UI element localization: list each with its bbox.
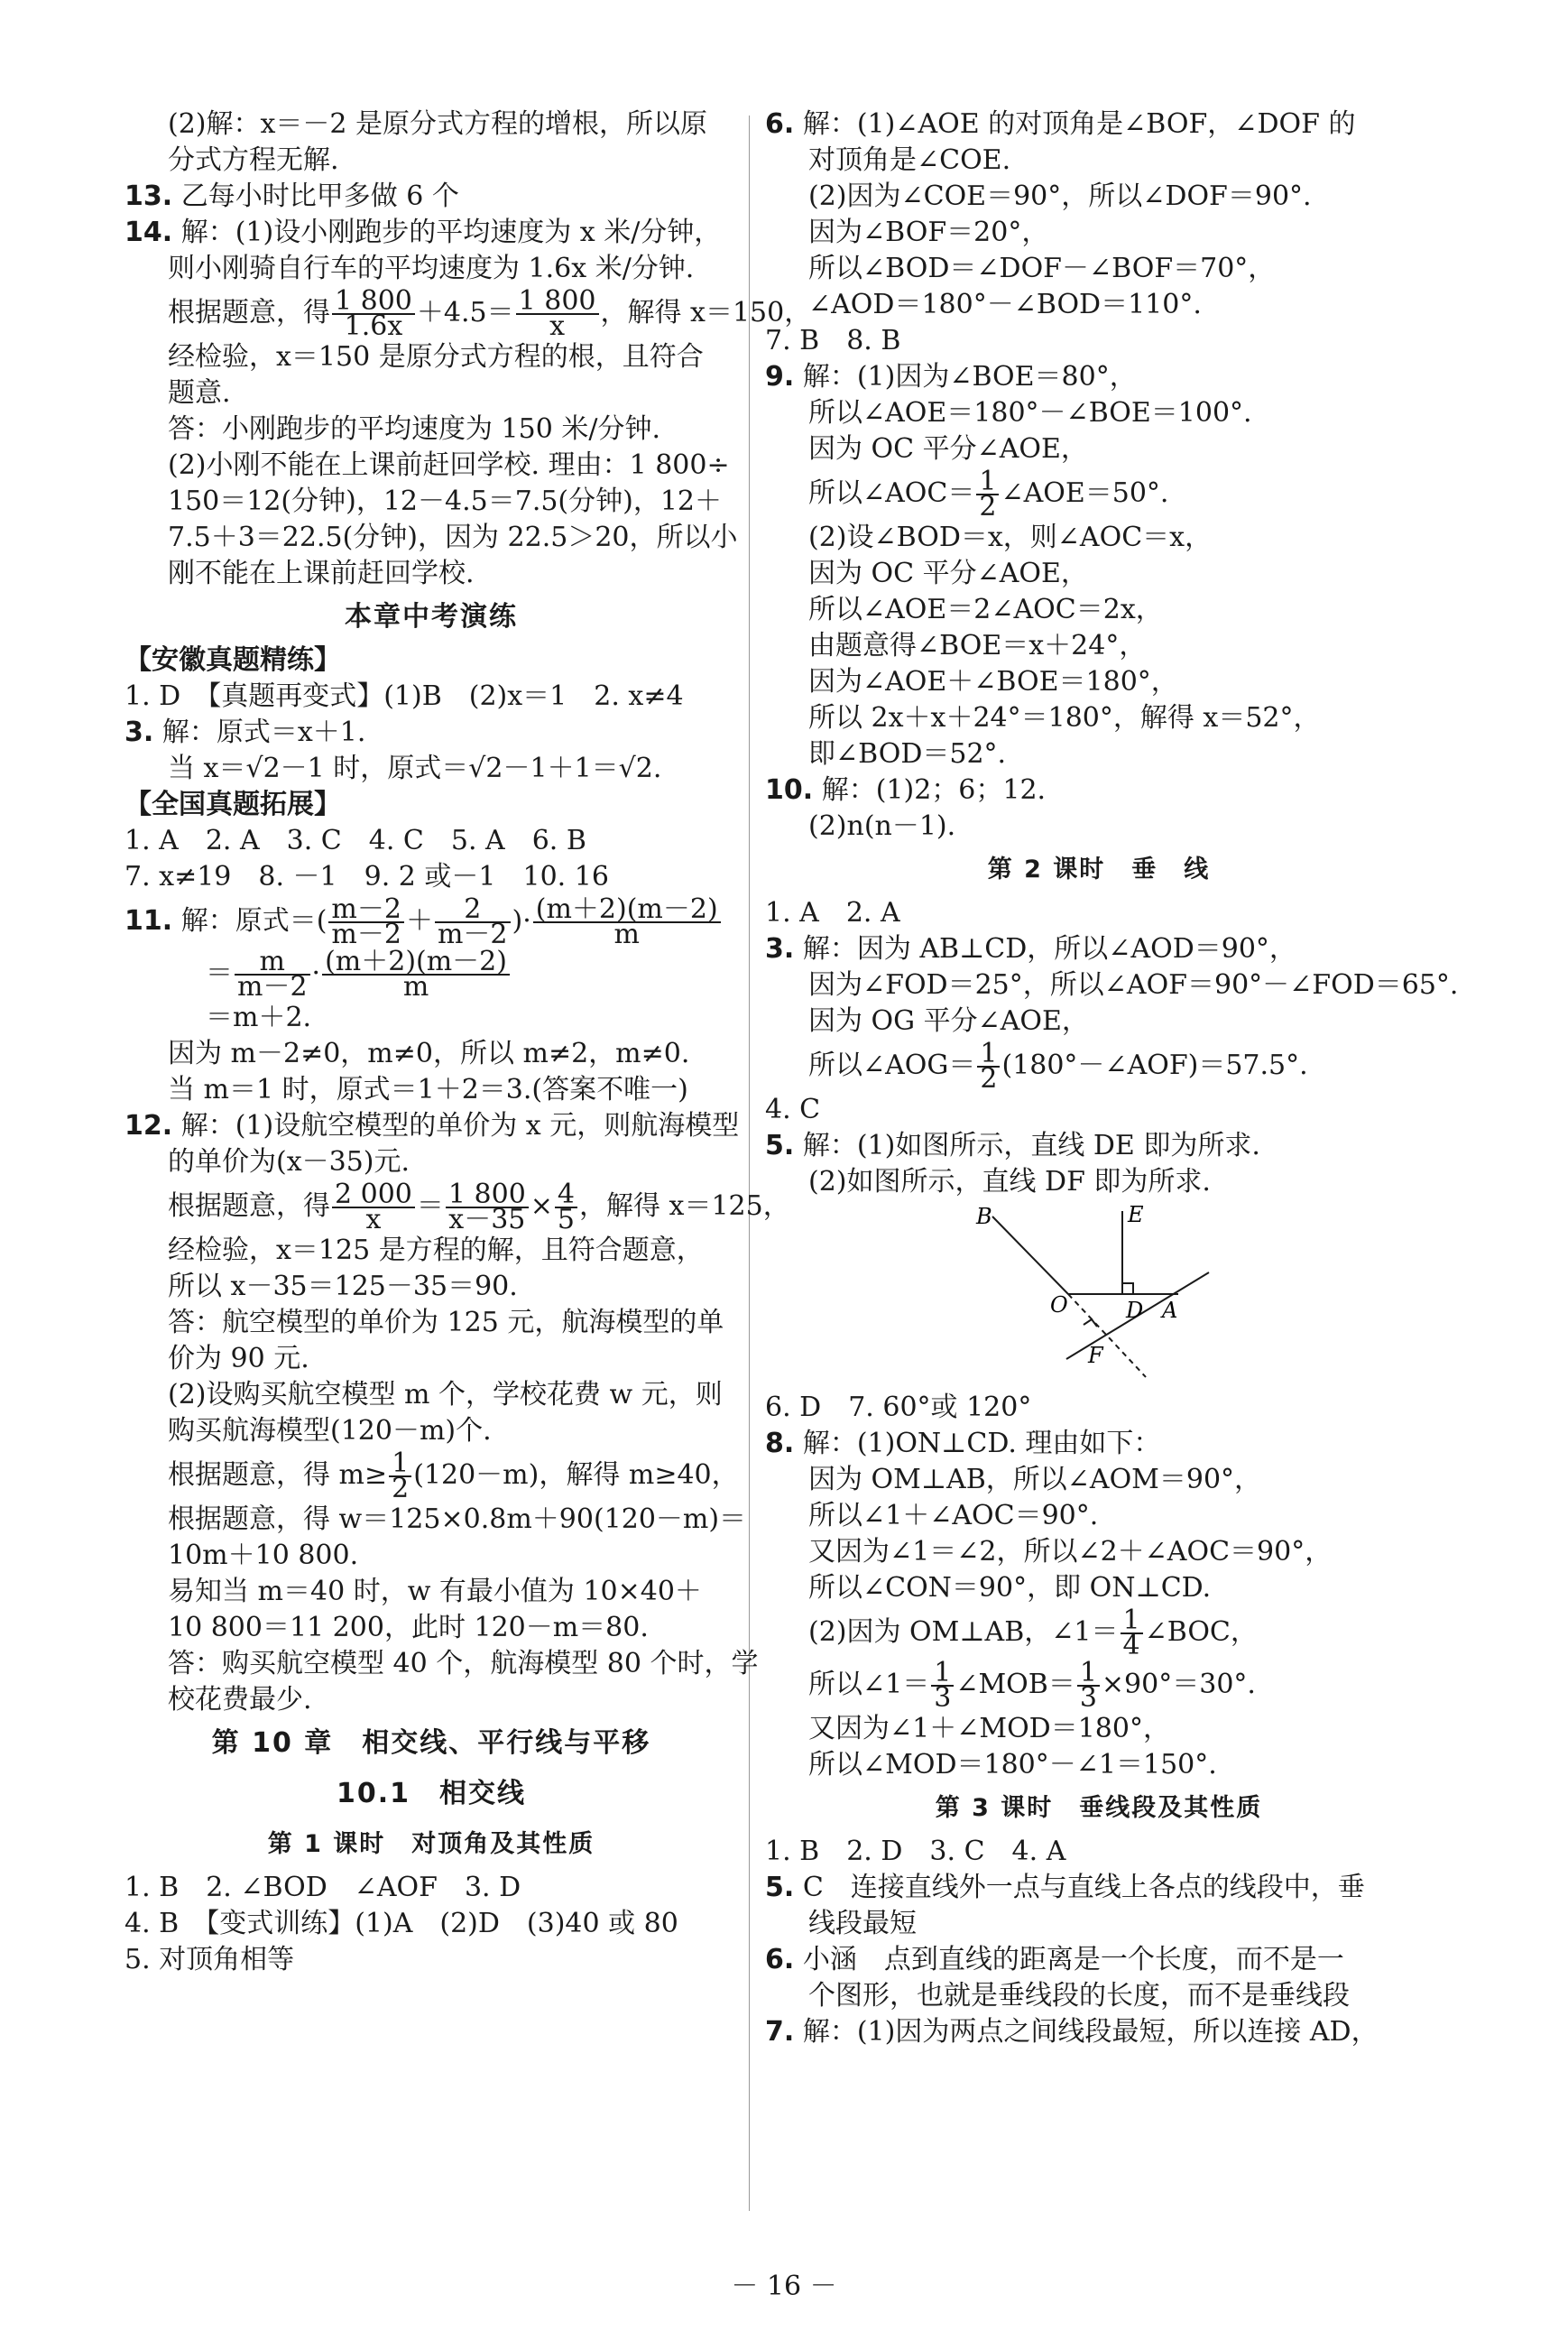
question-number: 6. [765, 108, 795, 140]
fraction [516, 285, 599, 342]
answer-text: 所以∠AOC＝ [808, 477, 975, 509]
answer-line: 7. B 8. B [765, 325, 901, 356]
answer-line: 所以∠1＋∠AOC＝90°. [808, 1500, 1099, 1531]
answer-line: 的单价为(x－35)元. [168, 1146, 410, 1178]
question-number: 3. [125, 717, 154, 748]
answer-text: 解：原式＝x＋1. [161, 717, 366, 748]
right-angle-mark-d [1122, 1283, 1133, 1294]
numerator: 1 [1121, 1609, 1143, 1634]
fraction [555, 1179, 577, 1235]
answer-line: 1. D 【真题再变式】(1)B (2)x＝1 2. x≠4 [125, 680, 684, 712]
question-11 [125, 895, 738, 948]
denominator: 1.6x [344, 310, 403, 342]
fraction [332, 285, 415, 342]
numerator: 1 800 [332, 290, 415, 315]
answer-line: 所以∠MOD＝180°－∠1＝150°. [808, 1749, 1217, 1780]
answer-line: (2)如图所示，直线 DF 即为所求. [808, 1166, 1211, 1198]
answer-line: 根据题意，得 w＝125×0.8m＋90(120－m)＝ [168, 1503, 747, 1535]
answer-line: 因为 OM⊥AB，所以∠AOM＝90°， [808, 1464, 1262, 1495]
fraction [533, 893, 721, 950]
answer-line: 1. B 2. D 3. C 4. A [765, 1836, 1066, 1867]
fraction [446, 1179, 529, 1235]
fraction [328, 893, 404, 950]
equation-line [765, 1606, 1433, 1659]
question-13 [125, 179, 738, 215]
answer-text: 解：(1)因为∠BOE＝80°， [802, 361, 1137, 393]
answer-line: (2)因为∠COE＝90°，所以∠DOF＝90°. [808, 180, 1312, 212]
geometry-figure [765, 1200, 1433, 1390]
answer-line: 答：小刚跑步的平均速度为 150 米/分钟. [168, 413, 660, 445]
answer-text: ＋ [405, 905, 433, 937]
answer-text: 解：(1)∠AOE 的对顶角是∠BOF，∠DOF 的 [802, 108, 1356, 140]
answer-line: 又因为∠1＝∠2，所以∠2＋∠AOC＝90°， [808, 1536, 1333, 1568]
answer-line: 150＝12(分钟)，12－4.5＝7.5(分钟)，12＋ [168, 486, 723, 517]
answer-line: (2)n(n－1). [808, 810, 956, 842]
answer-text: (120－m)，解得 m≥40， [413, 1459, 739, 1491]
denominator: m [613, 919, 640, 950]
answer-line: 所以∠BOD＝∠DOF－∠BOF＝70°， [808, 253, 1276, 284]
answer-line: 答：购买航空模型 40 个，航海模型 80 个时，学 [168, 1648, 759, 1679]
numerator: m－2 [328, 898, 404, 923]
numerator: 1 [931, 1661, 954, 1687]
question-number: 11. [125, 905, 173, 937]
answer-text: 所以∠AOG＝ [808, 1050, 976, 1081]
numerator: 4 [555, 1183, 577, 1208]
denominator: m－2 [331, 919, 401, 950]
lesson-heading: 第 1 课时 对顶角及其性质 [267, 1830, 595, 1858]
label-e: E [1128, 1202, 1144, 1227]
numerator: 1 [977, 1042, 1000, 1068]
answer-line: 1. A 2. A 3. C 4. C 5. A 6. B [125, 825, 586, 856]
answer-text: 根据题意，得 m≥ [168, 1459, 388, 1491]
answer-line: 经检验，x＝125 是方程的解，且符合题意， [168, 1235, 704, 1266]
answer-line: 6. D 7. 60°或 120° [765, 1392, 1032, 1423]
denominator: m [402, 971, 429, 1003]
answer-text: ×90°＝30°. [1101, 1669, 1256, 1700]
label-d: D [1126, 1298, 1144, 1323]
answer-text: 解：(1)设小刚跑步的平均速度为 x 米/分钟， [180, 217, 722, 248]
answer-line: 所以∠CON＝90°，即 ON⊥CD. [808, 1572, 1212, 1604]
perpendicular-lines-diagram [765, 1200, 1433, 1390]
fraction [389, 1447, 411, 1504]
answer-text: ∠MOB＝ [955, 1669, 1075, 1700]
answer-text: 解：(1)ON⊥CD. 理由如下： [802, 1428, 1161, 1459]
question-14 [125, 215, 738, 251]
answer-line: 线段最短 [808, 1908, 917, 1939]
subsection-heading: 【全国真题拓展】 [125, 789, 341, 820]
question-3 [765, 931, 1433, 967]
denominator: m－2 [237, 971, 308, 1003]
answer-line: 又因为∠1＋∠MOD＝180°， [808, 1713, 1170, 1744]
answer-text: 乙每小时比甲多做 6 个 [180, 180, 459, 212]
answer-text: ∠BOC， [1144, 1616, 1258, 1648]
answer-line: 4. C [765, 1094, 821, 1125]
question-5b [765, 1870, 1433, 1906]
answer-line: 因为∠AOE＋∠BOE＝180°， [808, 666, 1178, 698]
question-number: 7. [765, 2016, 795, 2048]
answer-text: 根据题意，得 [168, 1190, 330, 1222]
answer-line: 刚不能在上课前赶回学校. [168, 558, 475, 589]
answer-text: ＝ [416, 1190, 444, 1222]
answer-line: 个图形，也就是垂线段的长度，而不是垂线段 [808, 1980, 1350, 2012]
denominator: 2 [392, 1473, 410, 1504]
denominator: m－2 [437, 919, 508, 950]
section-heading: 本章中考演练 [345, 601, 518, 633]
answer-line: 题意. [168, 377, 231, 409]
answer-line: (2)设∠BOD＝x，则∠AOC＝x， [808, 522, 1213, 553]
numerator: (m＋2)(m－2) [533, 898, 721, 923]
answer-text: ，解得 x＝150， [600, 297, 812, 328]
label-a: A [1162, 1298, 1178, 1323]
denominator: 3 [934, 1682, 952, 1714]
answer-line: 7.5＋3＝22.5(分钟)，因为 22.5＞20，所以小 [168, 522, 738, 553]
question-number: 5. [765, 1872, 795, 1903]
equation-line [765, 1657, 1433, 1714]
lesson-heading: 第 2 课时 垂 线 [987, 856, 1211, 883]
numerator: m [235, 950, 310, 976]
fraction [435, 893, 511, 950]
answer-line: (2)设购买航空模型 m 个，学校花费 w 元，则 [168, 1379, 723, 1410]
subsection-heading: 【安徽真题精练】 [125, 644, 341, 676]
column-divider [749, 116, 750, 2211]
equation-line [125, 946, 738, 1003]
numerator: (m＋2)(m－2) [322, 950, 510, 976]
fraction [322, 946, 510, 1003]
answer-line: (2)小刚不能在上课前赶回学校. 理由：1 800÷ [168, 449, 730, 481]
answer-text: ∠AOE＝50°. [1001, 477, 1169, 509]
answer-line: 所以∠AOE＝2∠AOC＝2x， [808, 594, 1163, 625]
answer-line: 购买航海模型(120－m)个. [168, 1415, 492, 1447]
left-column [125, 106, 812, 1978]
fraction [332, 1179, 415, 1235]
numerator: 2 000 [332, 1183, 415, 1208]
answer-line: 因为 OC 平分∠AOE， [808, 558, 1088, 589]
answer-line: 即∠BOD＝52°. [808, 738, 1007, 770]
question-number: 6. [765, 1944, 795, 1975]
answer-line: 7. x≠19 8. －1 9. 2 或－1 10. 16 [125, 861, 609, 893]
question-6 [765, 106, 1433, 143]
answer-line: 答：航空模型的单价为 125 元，航海模型的单 [168, 1307, 724, 1338]
numerator: 1 [389, 1452, 411, 1477]
denominator: 3 [1079, 1682, 1097, 1714]
answer-line: 1. B 2. ∠BOD ∠AOF 3. D [125, 1872, 521, 1903]
answer-line: 因为 m－2≠0，m≠0，所以 m≠2，m≠0. [168, 1038, 690, 1069]
answer-text: × [530, 1190, 553, 1222]
answer-line: 因为 OC 平分∠AOE， [808, 433, 1088, 465]
question-number: 14. [125, 217, 173, 248]
chapter-heading: 第 10 章 相交线、平行线与平移 [211, 1727, 651, 1759]
answer-line: 所以 2x＋x＋24°＝180°，解得 x＝52°， [808, 702, 1321, 734]
denominator: x [365, 1204, 382, 1235]
question-number: 12. [125, 1110, 173, 1142]
answer-text: 所以∠1＝ [808, 1669, 930, 1700]
answer-text: (180°－∠AOF)＝57.5°. [1001, 1050, 1308, 1081]
equation-line [125, 1449, 738, 1502]
answer-text: 根据题意，得 [168, 297, 330, 328]
answer-text: 解：因为 AB⊥CD，所以∠AOD＝90°， [802, 933, 1296, 965]
denominator: x－35 [448, 1204, 526, 1235]
ray-ob [992, 1216, 1068, 1294]
question-5 [765, 1128, 1433, 1164]
denominator: 4 [1122, 1630, 1140, 1661]
fraction [976, 466, 999, 523]
fraction [931, 1657, 954, 1714]
answer-line: 校花费最少. [168, 1684, 312, 1716]
numerator: 1 [976, 470, 999, 495]
equation-line [125, 285, 812, 342]
question-number: 5. [765, 1130, 795, 1161]
answer-text: ＋4.5＝ [416, 297, 514, 328]
question-number: 8. [765, 1428, 795, 1459]
lesson-heading: 第 3 课时 垂线段及其性质 [935, 1794, 1263, 1822]
question-3 [125, 715, 738, 751]
equation-line [765, 1038, 1433, 1095]
answer-line: ＝m＋2. [206, 1002, 312, 1033]
answer-text: ，解得 x＝125， [579, 1190, 790, 1222]
numerator: 1 [1077, 1661, 1100, 1687]
denominator: 5 [557, 1204, 576, 1235]
answer-line: 价为 90 元. [168, 1343, 309, 1374]
right-column [765, 106, 1459, 2050]
answer-line: (2)解：x＝－2 是原分式方程的增根，所以原 [168, 108, 708, 140]
question-8 [765, 1426, 1433, 1462]
answer-text: 解：(1)因为两点之间线段最短，所以连接 AD， [802, 2016, 1379, 2048]
fraction [977, 1038, 1000, 1095]
answer-line: 当 m＝1 时，原式＝1＋2＝3.(答案不唯一) [168, 1074, 688, 1105]
denominator: 2 [980, 1063, 998, 1095]
denominator: 2 [979, 491, 997, 523]
answer-text: 小涵 点到直线的距离是一个长度，而不是一 [802, 1944, 1344, 1975]
answer-line: 5. 对顶角相等 [125, 1944, 295, 1975]
right-angle-mark-f [1084, 1319, 1097, 1327]
answer-text: C 连接直线外一点与直线上各点的线段中，垂 [802, 1872, 1365, 1903]
answer-line: 因为∠FOD＝25°，所以∠AOF＝90°－∠FOD＝65°. [808, 969, 1459, 1001]
answer-line: 经检验，x＝150 是原分式方程的根，且符合 [168, 341, 704, 373]
numerator: 1 800 [446, 1183, 529, 1208]
answer-text: 解：(1)如图所示，直线 DE 即为所求. [802, 1130, 1260, 1161]
answer-text: 解：(1)2；6；12. [821, 774, 1047, 806]
fraction [1077, 1657, 1100, 1714]
answer-text: ＝ [206, 957, 233, 989]
answer-line: 对顶角是∠COE. [808, 144, 1011, 176]
question-7b [765, 2014, 1433, 2050]
answer-line: 10 800＝11 200，此时 120－m＝80. [168, 1612, 649, 1643]
answer-line: 因为∠BOF＝20°， [808, 217, 1049, 248]
question-9 [765, 359, 1433, 395]
answer-line: 分式方程无解. [168, 144, 339, 176]
answer-line: 当 x＝√2－1 时，原式＝√2－1＋1＝√2. [168, 753, 662, 784]
fraction [1121, 1605, 1143, 1661]
answer-text: )· [512, 905, 531, 937]
equation-line [125, 1179, 790, 1235]
question-number: 10. [765, 774, 814, 806]
answer-text: 解：(1)设航空模型的单价为 x 元，则航海模型 [180, 1110, 740, 1142]
question-number: 13. [125, 180, 173, 212]
answer-line: ∠AOD＝180°－∠BOD＝110°. [808, 289, 1202, 320]
answer-text: · [311, 957, 321, 989]
answer-text: 解：原式＝( [180, 905, 327, 937]
label-f: F [1088, 1343, 1103, 1368]
answer-line: 易知当 m＝40 时，w 有最小值为 10×40＋ [168, 1576, 702, 1607]
answer-line: 4. B 【变式训练】(1)A (2)D (3)40 或 80 [125, 1908, 678, 1939]
label-b: B [976, 1204, 992, 1229]
section-heading: 10.1 相交线 [336, 1778, 527, 1809]
numerator: 2 [435, 898, 511, 923]
question-number: 3. [765, 933, 795, 965]
question-12 [125, 1108, 738, 1144]
answer-text: (2)因为 OM⊥AB，∠1＝ [808, 1616, 1119, 1648]
question-10 [765, 772, 1433, 809]
equation-line [765, 466, 1433, 523]
answer-line: 1. A 2. A [765, 897, 900, 929]
answer-line: 所以 x－35＝125－35＝90. [168, 1271, 518, 1302]
answer-line: 则小刚骑自行车的平均速度为 1.6x 米/分钟. [168, 253, 695, 284]
numerator: 1 800 [516, 290, 599, 315]
label-o: O [1050, 1292, 1068, 1318]
answer-line: 10m＋10 800. [168, 1540, 359, 1571]
fraction [235, 946, 310, 1003]
answer-line: 因为 OG 平分∠AOE， [808, 1005, 1089, 1037]
answer-line: 由题意得∠BOE＝x＋24°， [808, 630, 1147, 661]
page-number: － 16 － [731, 2271, 837, 2302]
answer-line: 所以∠AOE＝180°－∠BOE＝100°. [808, 397, 1252, 429]
denominator: x [549, 310, 566, 342]
question-6b [765, 1942, 1433, 1978]
question-number: 9. [765, 361, 795, 393]
